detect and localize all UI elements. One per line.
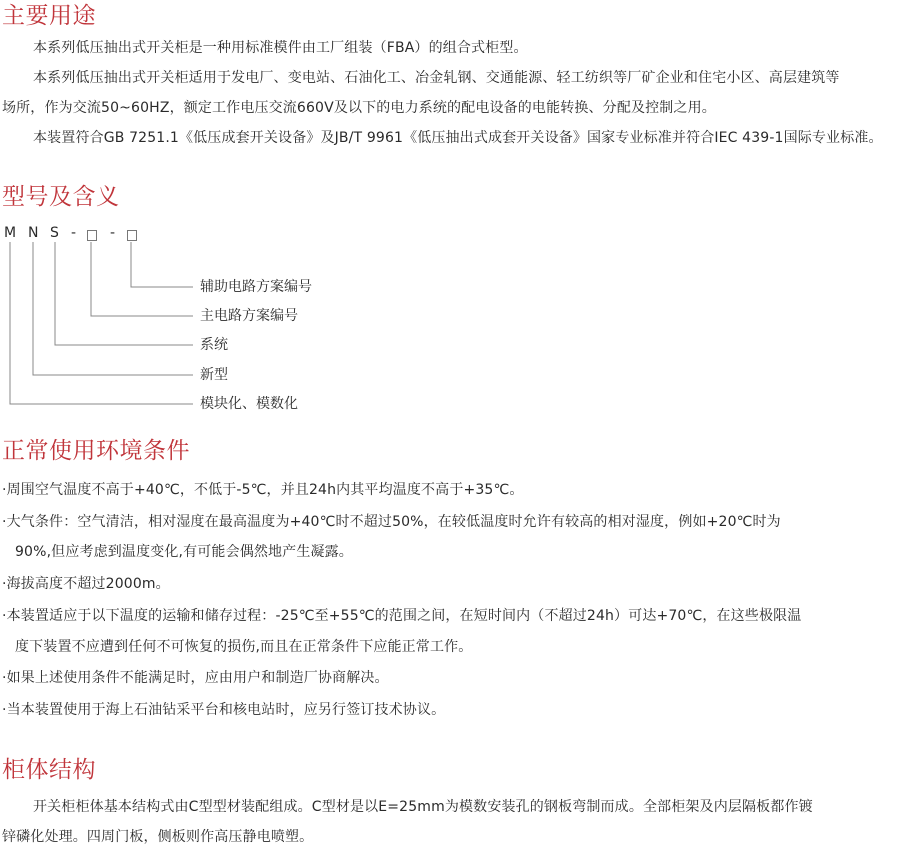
paragraph-fba: 本系列低压抽出式开关柜是一种用标准模件由工厂组装（FBA）的组合式柜型。 bbox=[33, 40, 528, 56]
bullet-atmosphere-line2: 90%,但应考虑到温度变化,有可能会偶然地产生凝露。 bbox=[15, 544, 353, 560]
model-letter-n: N bbox=[28, 225, 39, 241]
paragraph-structure-line1: 开关柜柜体基本结构式由C型型材装配组成。C型材是以E=25mm为模数安装孔的钢板弯制而成。全部柜架及内层隔板都作镀 bbox=[33, 799, 813, 815]
model-letter-s: S bbox=[50, 225, 59, 241]
model-label-main-circuit: 主电路方案编号 bbox=[200, 308, 298, 324]
paragraph-application-line2: 场所，作为交流50~60HZ，额定工作电压交流660V及以下的电力系统的配电设备的电能转换、分配及控制之用。 bbox=[2, 100, 716, 116]
model-label-system: 系统 bbox=[200, 337, 228, 353]
model-dash-2: - bbox=[110, 225, 116, 241]
heading-conditions: 正常使用环境条件 bbox=[2, 438, 190, 464]
model-label-aux-circuit: 辅助电路方案编号 bbox=[200, 279, 312, 295]
paragraph-structure-line2: 锌磷化处理。四周门板，侧板则作高压静电喷塑。 bbox=[2, 829, 314, 845]
bullet-temperature: ·周围空气温度不高于+40℃，不低于-5℃，并且24h内其平均温度不高于+35℃。 bbox=[2, 482, 524, 498]
heading-model-meaning: 型号及含义 bbox=[2, 184, 120, 210]
paragraph-standards: 本装置符合GB 7251.1《低压成套开关设备》及JB/T 9961《低压抽出式成套开关设备》国家专业标准并符合IEC 439-1国际专业标准。 bbox=[33, 130, 883, 146]
model-label-new-type: 新型 bbox=[200, 367, 228, 383]
bullet-offshore: ·当本装置使用于海上石油钻采平台和核电站时，应另行签订技术协议。 bbox=[2, 702, 446, 718]
model-dash-1: - bbox=[71, 225, 77, 241]
bullet-altitude: ·海拔高度不超过2000m。 bbox=[2, 576, 170, 592]
heading-cabinet-structure: 柜体结构 bbox=[2, 757, 96, 783]
paragraph-application-line1: 本系列低压抽出式开关柜适用于发电厂、变电站、石油化工、冶金轧钢、交通能源、轻工纺织等厂矿企业和住宅小区、高层建筑等 bbox=[33, 70, 840, 86]
model-label-modular: 模块化、模数化 bbox=[200, 396, 298, 412]
bullet-transport-line1: ·本装置适应于以下温度的运输和储存过程：-25℃至+55℃的范围之间，在短时间内（不超过24h）可达+70℃，在这些极限温 bbox=[2, 608, 802, 624]
bullet-transport-line2: 度下装置不应遭到任何不可恢复的损伤,而且在正常条件下应能正常工作。 bbox=[15, 639, 473, 655]
heading-main-use: 主要用途 bbox=[2, 3, 96, 29]
model-letter-m: M bbox=[4, 225, 17, 241]
bullet-negotiation: ·如果上述使用条件不能满足时，应由用户和制造厂协商解决。 bbox=[2, 670, 389, 686]
bullet-atmosphere-line1: ·大气条件：空气清洁，相对湿度在最高温度为+40℃时不超过50%，在较低温度时允许有较高的相对湿度，例如+20℃时为 bbox=[2, 514, 781, 530]
